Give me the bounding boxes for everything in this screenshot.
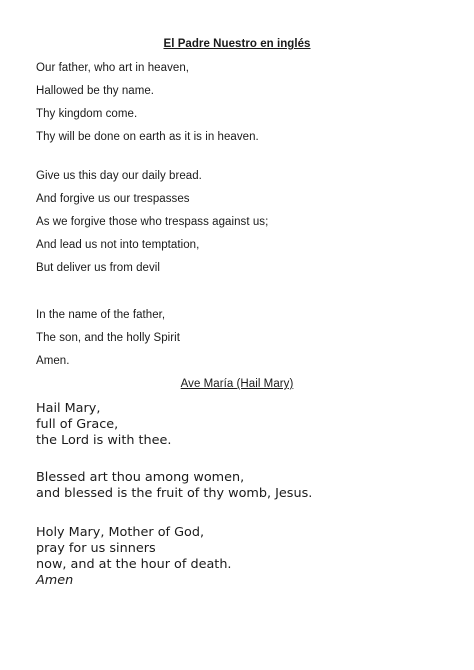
padre-line-7: As we forgive those who trespass against us; (36, 216, 269, 228)
ave-line-4: Blessed art thou among women, (36, 470, 245, 485)
padre-line-9: But deliver us from devil (36, 262, 160, 274)
padre-line-10: In the name of the father, (36, 309, 166, 321)
ave-line-6: Holy Mary, Mother of God, (36, 525, 205, 540)
padre-line-3: Thy kingdom come. (36, 108, 138, 120)
padre-line-8: And lead us not into temptation, (36, 239, 200, 251)
ave-line-1: Hail Mary, (36, 401, 101, 416)
ave-line-2: full of Grace, (36, 417, 119, 432)
ave-line-7: pray for us sinners (36, 541, 156, 556)
ave-line-8: now, and at the hour of death. (36, 557, 232, 572)
ave-line-5: and blessed is the fruit of thy womb, Jesus. (36, 486, 313, 501)
padre-line-5: Give us this day our daily bread. (36, 170, 202, 182)
ave-maria-title: Ave María (Hail Mary) (180, 378, 294, 390)
padre-nuestro-title: El Padre Nuestro en inglés (163, 38, 311, 50)
ave-line-3: the Lord is with thee. (36, 433, 172, 448)
ave-closing: Amen (36, 573, 74, 588)
padre-line-12: Amen. (36, 355, 70, 367)
padre-line-6: And forgive us our trespasses (36, 193, 190, 205)
padre-line-1: Our father, who art in heaven, (36, 62, 190, 74)
padre-line-2: Hallowed be thy name. (36, 85, 155, 97)
padre-line-4: Thy will be done on earth as it is in heaven. (36, 131, 259, 143)
padre-line-11: The son, and the holly Spirit (36, 332, 181, 344)
